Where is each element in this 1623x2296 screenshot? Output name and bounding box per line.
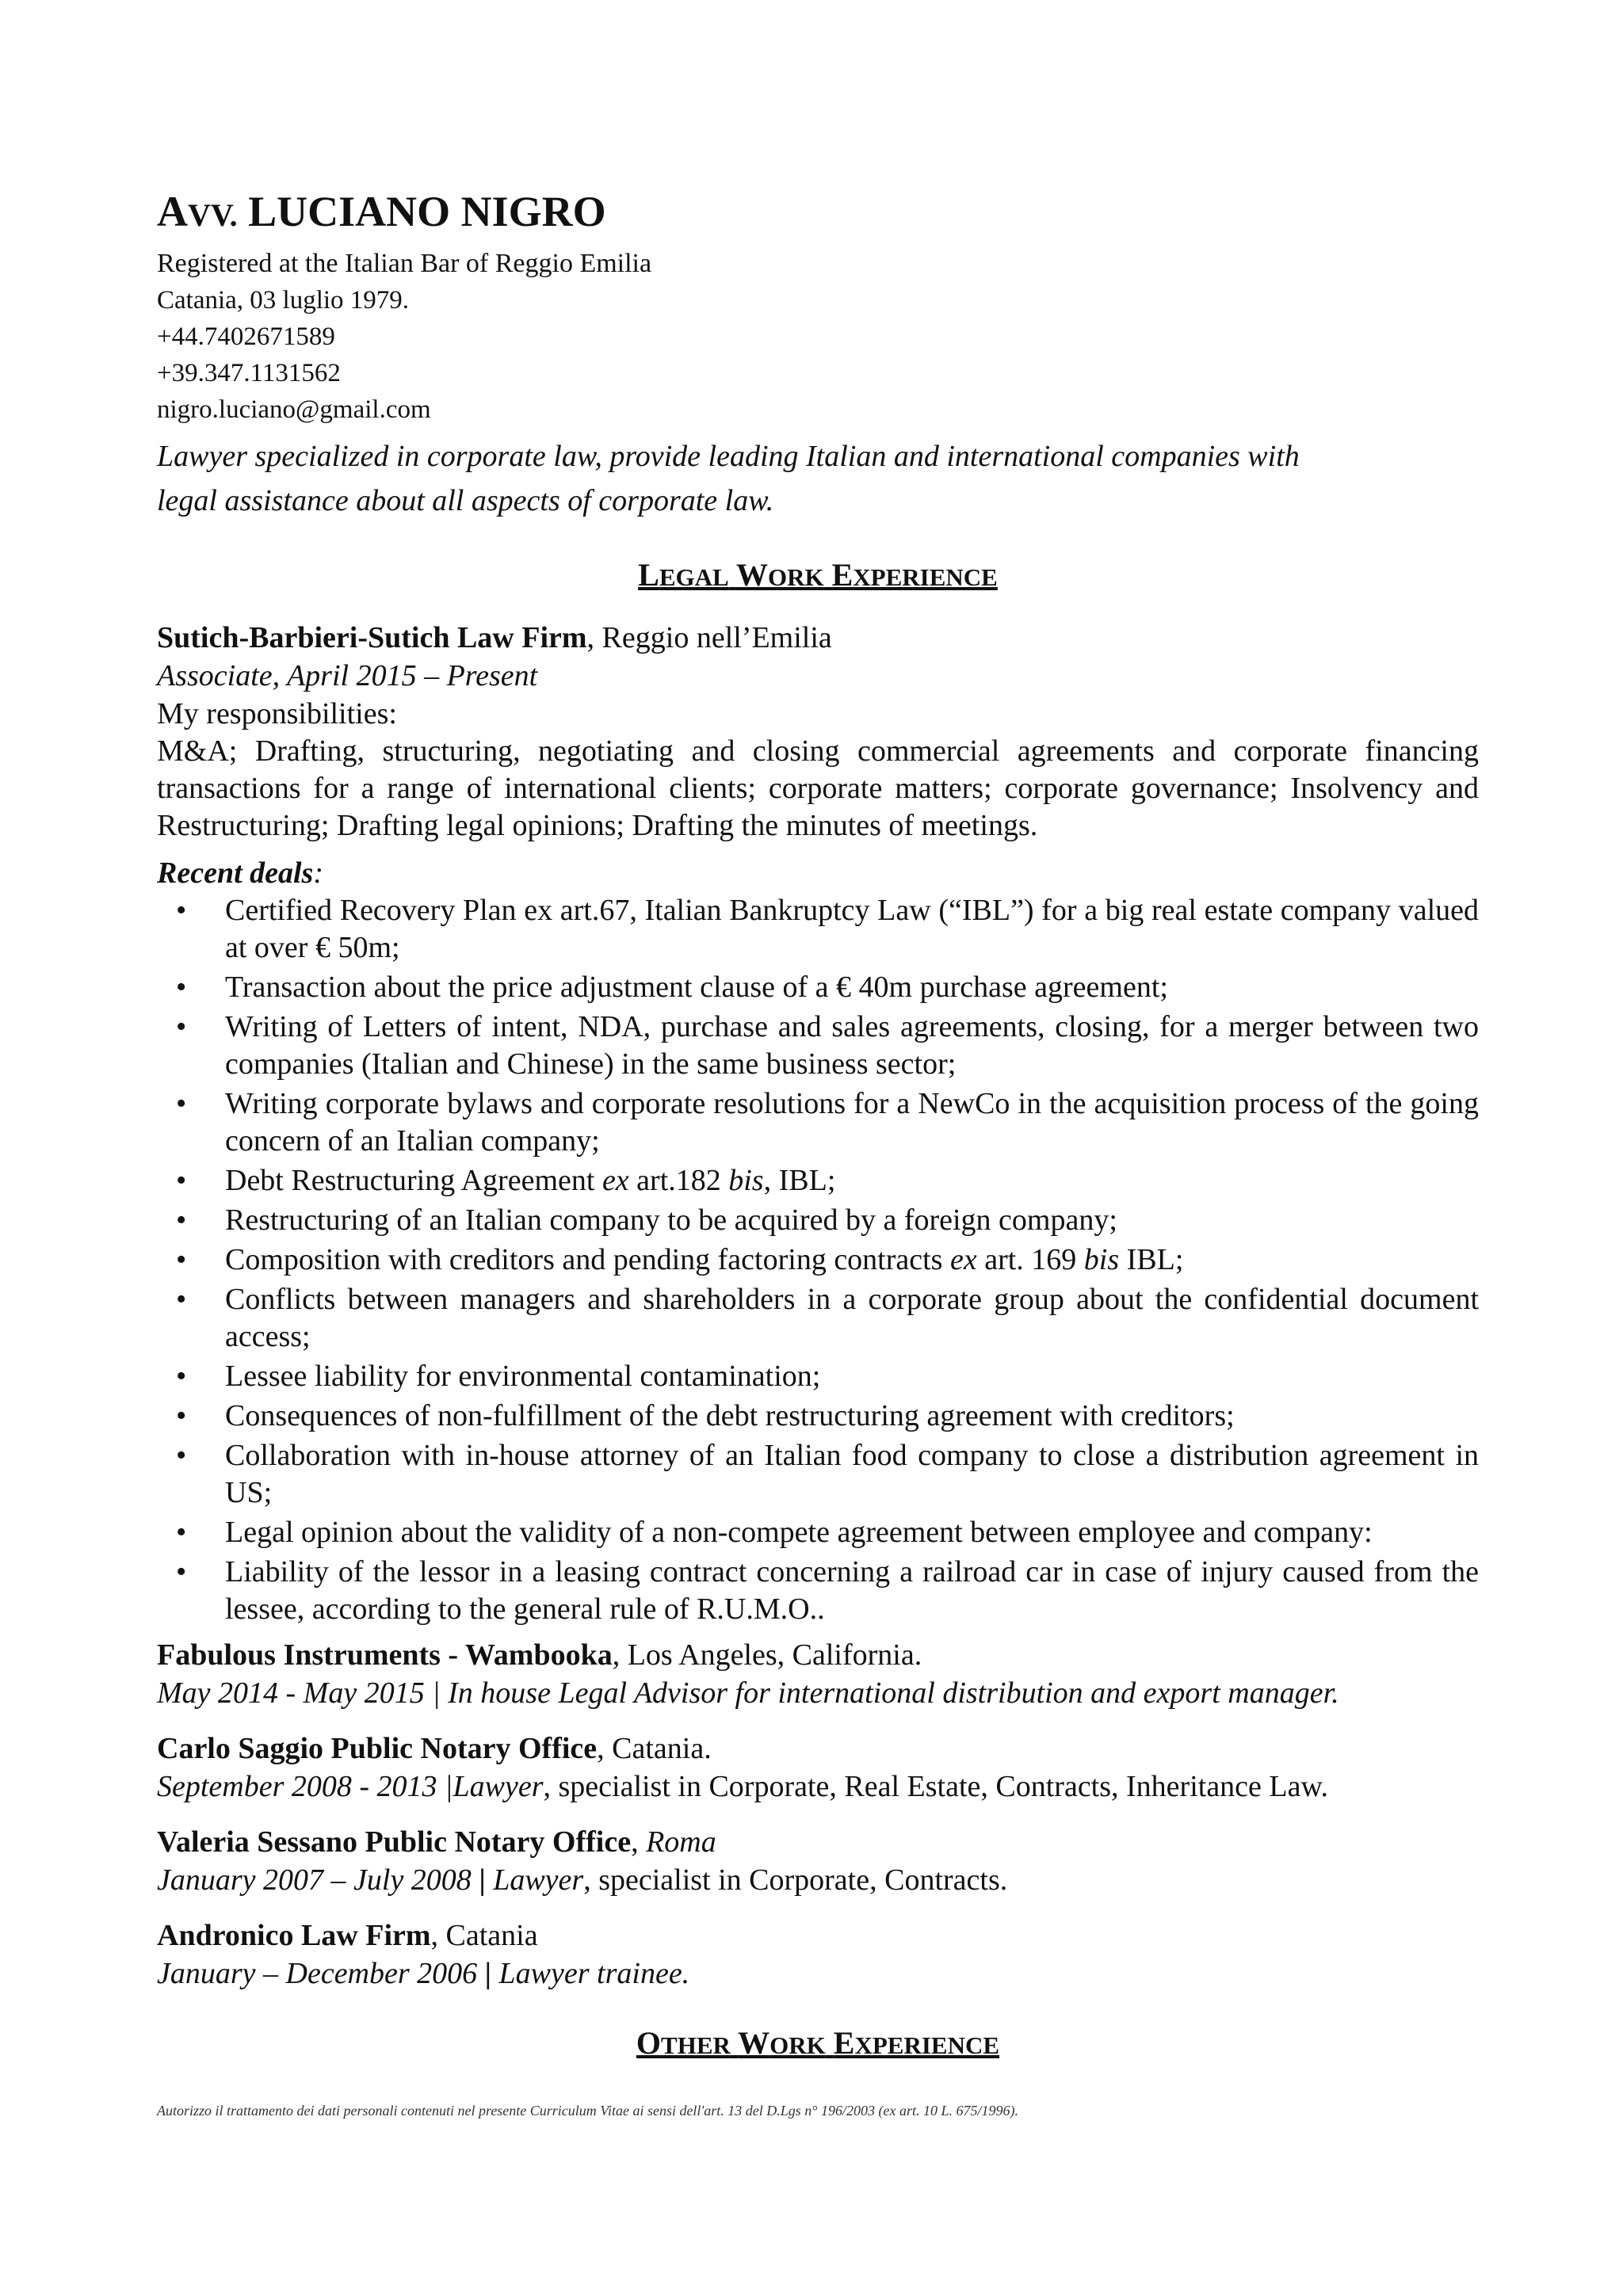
list-item: • Restructuring of an Italian company to be acquired by a foreign company; bbox=[176, 1203, 1117, 1237]
role-line: January 2007 – July 2008 | Lawyer, specialist in Corporate, Contracts. bbox=[157, 1863, 1008, 1897]
experience-entry bbox=[157, 1917, 1479, 1993]
employer-name: Fabulous Instruments - Wambooka bbox=[157, 1638, 613, 1672]
recent-deals-label: Recent deals: bbox=[157, 856, 324, 890]
employer-line: Sutich-Barbieri-Sutich Law Firm, Reggio nell’Emilia bbox=[157, 621, 832, 654]
list-item: • Lessee liability for environmental contamination; bbox=[176, 1360, 821, 1393]
experience-entry bbox=[157, 1823, 1479, 1899]
employer-line: Valeria Sessano Public Notary Office, Roma bbox=[157, 1825, 716, 1859]
email: nigro.luciano@gmail.com bbox=[157, 395, 431, 424]
list-item: • Collaboration with in-house attorney of an Italian food company to close a distribution agreement in US; bbox=[176, 1439, 1479, 1509]
list-item: • Transaction about the price adjustment clause of a € 40m purchase agreement; bbox=[176, 971, 1168, 1004]
list-item: • Legal opinion about the validity of a non-compete agreement between employee and company: bbox=[176, 1516, 1373, 1549]
section-title-legal-work-experience: LEGAL WORK EXPERIENCE bbox=[638, 557, 998, 593]
employer-line: Fabulous Instruments - Wambooka, Los Angeles, California. bbox=[157, 1638, 922, 1672]
phone-it: +39.347.1131562 bbox=[157, 359, 341, 387]
list-item: • Consequences of non-fulfillment of the debt restructuring agreement with creditors; bbox=[176, 1399, 1235, 1432]
deals-list bbox=[157, 892, 1479, 1628]
responsibilities-text: M&A; Drafting, structuring, negotiating and closing commercial agreements and corporate financing transactions for a range of international clients; corporate matters; corporate governance; Insolvency and Restructuring; Drafting legal opinions; Drafting the minutes of meetings. bbox=[157, 734, 1479, 842]
list-item: • Writing of Letters of intent, NDA, purchase and sales agreements, closing, for a merger between two companies (Italian and Chinese) in the same business sector; bbox=[176, 1010, 1479, 1081]
role-line: Associate, April 2015 – Present bbox=[157, 659, 538, 692]
contact-block bbox=[157, 246, 1479, 428]
list-item: • Writing corporate bylaws and corporate resolutions for a NewCo in the acquisition process of the going concern of an Italian company; bbox=[176, 1087, 1479, 1158]
employer-name: Sutich-Barbieri-Sutich Law Firm bbox=[157, 621, 587, 654]
section-title-other-work-experience: OTHER WORK EXPERIENCE bbox=[636, 2025, 1000, 2061]
phone-uk: +44.7402671589 bbox=[157, 322, 335, 351]
responsibilities-label: My responsibilities: bbox=[157, 697, 397, 730]
candidate-name: AVV. LUCIANO NIGRO bbox=[157, 188, 606, 235]
list-item: • Certified Recovery Plan ex art.67, Italian Bankruptcy Law (“IBL”) for a big real estate company valued at over € 50m; bbox=[176, 894, 1479, 964]
experience-entry bbox=[157, 1730, 1479, 1806]
experience-entry bbox=[157, 1636, 1479, 1712]
list-item: • Debt Restructuring Agreement ex art.182 bis, IBL; bbox=[176, 1164, 836, 1197]
experience-entry bbox=[157, 619, 1479, 1628]
privacy-consent-footer: Autorizzo il trattamento dei dati personali contenuti nel presente Curriculum Vitae ai sensi dell'art. 13 del D.Lgs n° 196/2003 (ex art. 10 L. 675/1996). bbox=[157, 2103, 1018, 2119]
list-item: • Composition with creditors and pending factoring contracts ex art. 169 bis IBL; bbox=[176, 1243, 1184, 1276]
employer-name: Valeria Sessano Public Notary Office bbox=[157, 1825, 632, 1859]
resume-page bbox=[157, 190, 1479, 2087]
list-item: • Conflicts between managers and shareholders in a corporate group about the confidential document access; bbox=[176, 1283, 1479, 1353]
employer-line: Carlo Saggio Public Notary Office, Catania. bbox=[157, 1732, 712, 1765]
role-line: September 2008 - 2013 |Lawyer, specialist in Corporate, Real Estate, Contracts, Inheritance Law. bbox=[157, 1770, 1328, 1803]
employer-name: Andronico Law Firm bbox=[157, 1919, 431, 1952]
role-line: May 2014 - May 2015 | In house Legal Advisor for international distribution and export manager. bbox=[157, 1676, 1339, 1710]
profile-summary: Lawyer specialized in corporate law, provide leading Italian and international companies with legal assistance about all aspects of corporate law. bbox=[157, 440, 1300, 517]
role-line: January – December 2006 | Lawyer trainee. bbox=[157, 1957, 690, 1990]
birth-info: Catania, 03 luglio 1979. bbox=[157, 286, 410, 315]
employer-line: Andronico Law Firm, Catania bbox=[157, 1919, 538, 1952]
list-item: • Liability of the lessor in a leasing contract concerning a railroad car in case of injury caused from the lessee, according to the general rule of R.U.M.O.. bbox=[176, 1555, 1479, 1626]
bar-registration: Registered at the Italian Bar of Reggio Emilia bbox=[157, 249, 652, 278]
employer-name: Carlo Saggio Public Notary Office bbox=[157, 1732, 598, 1765]
